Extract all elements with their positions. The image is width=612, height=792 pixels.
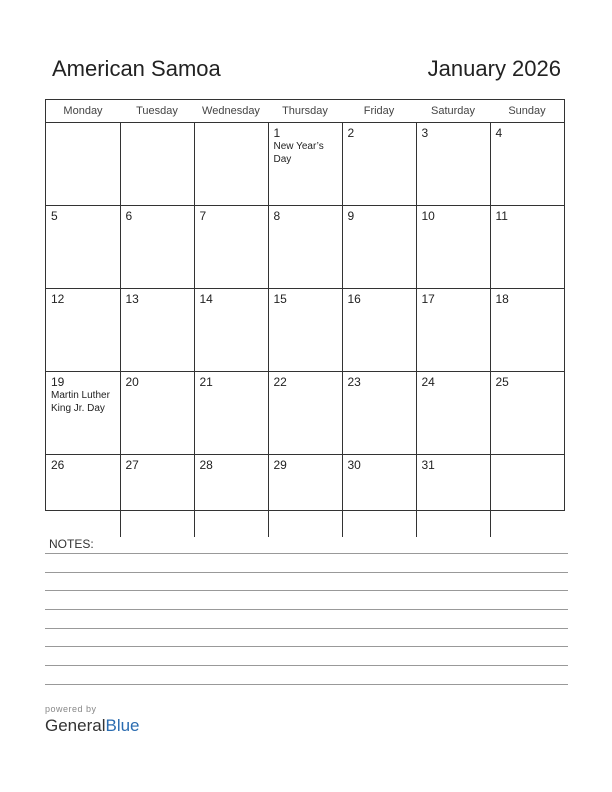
day-number: 11	[495, 209, 508, 223]
day-number: 19	[51, 375, 65, 389]
day-number: 2	[347, 126, 355, 140]
day-number: 8	[273, 209, 281, 223]
week-row	[46, 455, 564, 538]
week-row	[46, 372, 564, 455]
weekday-wednesday: Wednesday	[194, 100, 268, 123]
day-number: 30	[347, 458, 361, 472]
day-cell	[194, 123, 268, 206]
day-number: 3	[421, 126, 429, 140]
day-cell	[490, 455, 564, 538]
day-number: 21	[199, 375, 213, 389]
day-cell	[490, 123, 564, 206]
weekday-friday: Friday	[342, 100, 416, 123]
day-number: 31	[421, 458, 435, 472]
powered-by-text: powered by	[45, 704, 97, 714]
day-number: 14	[199, 292, 213, 306]
day-cell	[46, 206, 120, 289]
notes-line	[45, 684, 568, 685]
day-number: 15	[273, 292, 287, 306]
day-cell	[46, 289, 120, 372]
day-cell	[416, 455, 490, 538]
notes-line	[45, 572, 568, 573]
day-cell	[120, 123, 194, 206]
day-cell	[416, 206, 490, 289]
day-number: 1	[273, 126, 281, 140]
day-number: 23	[347, 375, 361, 389]
day-cell	[194, 289, 268, 372]
day-cell	[194, 206, 268, 289]
day-cell	[46, 455, 120, 538]
day-cell	[194, 372, 268, 455]
day-number: 13	[125, 292, 139, 306]
day-cell	[268, 372, 342, 455]
notes-line	[45, 646, 568, 647]
country-title: American Samoa	[52, 56, 221, 81]
weekday-thursday: Thursday	[268, 100, 342, 123]
day-cell	[268, 123, 342, 206]
notes-line	[45, 628, 568, 629]
day-number: 28	[199, 458, 213, 472]
notes-label: NOTES:	[49, 537, 94, 551]
notes-line	[45, 665, 568, 666]
day-cell	[342, 372, 416, 455]
day-cell	[268, 206, 342, 289]
day-cell	[342, 289, 416, 372]
day-number: 16	[347, 292, 361, 306]
brand-general: General	[45, 716, 106, 735]
day-number: 9	[347, 209, 355, 223]
day-cell	[120, 289, 194, 372]
weekday-monday: Monday	[46, 100, 120, 123]
day-cell	[416, 123, 490, 206]
day-number: 5	[51, 209, 58, 223]
day-cell	[342, 123, 416, 206]
day-number: 27	[125, 458, 139, 472]
day-cell	[268, 289, 342, 372]
day-cell	[120, 206, 194, 289]
weekday-sunday: Sunday	[490, 100, 564, 123]
day-cell	[416, 289, 490, 372]
day-number: 10	[421, 209, 435, 223]
day-cell	[342, 455, 416, 538]
notes-line	[45, 553, 568, 554]
generalblue-logo	[45, 704, 140, 736]
day-number: 26	[51, 458, 65, 472]
weekday-saturday: Saturday	[416, 100, 490, 123]
day-number: 17	[421, 292, 435, 306]
week-row	[46, 289, 564, 372]
week-row	[46, 123, 564, 206]
holiday-label: New Year’s Day	[273, 141, 324, 165]
day-number: 22	[273, 375, 287, 389]
day-number: 29	[273, 458, 287, 472]
day-number: 6	[125, 209, 133, 223]
calendar-grid	[45, 99, 565, 511]
day-cell	[490, 372, 564, 455]
day-cell	[490, 289, 564, 372]
month-title: January 2026	[427, 56, 561, 81]
day-cell	[490, 206, 564, 289]
day-cell	[268, 455, 342, 538]
day-cell	[46, 123, 120, 206]
day-number: 7	[199, 209, 207, 223]
day-cell	[342, 206, 416, 289]
notes-line	[45, 590, 568, 591]
brand-blue: Blue	[105, 716, 140, 735]
holiday-label: Martin Luther King Jr. Day	[51, 390, 110, 414]
weekday-header-row	[46, 100, 564, 123]
day-number: 18	[495, 292, 509, 306]
day-number: 4	[495, 126, 503, 140]
day-number: 24	[421, 375, 435, 389]
day-number: 12	[51, 292, 65, 306]
day-number: 20	[125, 375, 139, 389]
day-cell	[120, 455, 194, 538]
brand-name	[45, 716, 140, 736]
day-cell	[46, 372, 120, 455]
week-row	[46, 206, 564, 289]
notes-line	[45, 609, 568, 610]
day-number: 25	[495, 375, 509, 389]
day-cell	[194, 455, 268, 538]
day-cell	[120, 372, 194, 455]
day-cell	[416, 372, 490, 455]
weekday-tuesday: Tuesday	[120, 100, 194, 123]
